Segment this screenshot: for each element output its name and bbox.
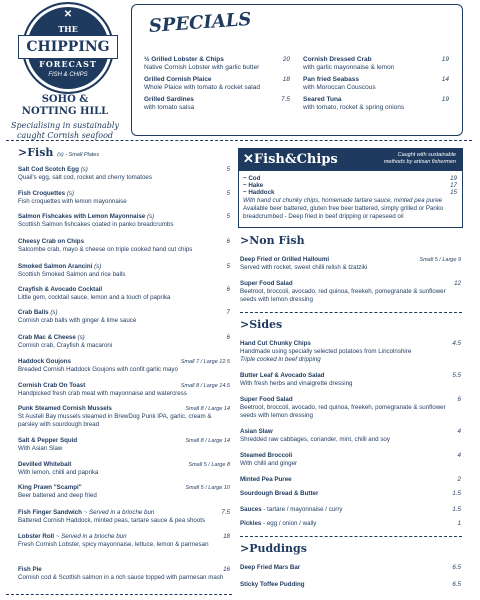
fish-item-name: Fish Pie — [18, 566, 42, 573]
fish-item — [18, 190, 230, 206]
fish-subtitle: (s) - Small Plates — [57, 152, 100, 158]
fish-item-name: Salmon Fishcakes with Lemon Mayonnaise — [18, 213, 146, 220]
fish-item — [18, 566, 230, 582]
special-item — [144, 56, 290, 72]
special-desc: with garlic mayonnaise & lemon — [303, 64, 395, 71]
fish-item — [18, 238, 230, 254]
special-desc: with tomato salsa — [144, 104, 195, 111]
fish-item-tag: ~ Served in a brioche bun — [55, 533, 127, 540]
side-item-name: Sauces — [240, 506, 262, 513]
fish-item-price: 7.5 — [221, 509, 230, 516]
fish-item-price: 5 — [226, 166, 230, 173]
side-item — [240, 428, 461, 444]
side-item — [240, 396, 461, 420]
fish-item-tag: (s) — [94, 263, 102, 270]
logo-banner: CHIPPING — [18, 35, 118, 59]
fish-item — [18, 334, 230, 350]
fish-item-desc: Salcombe crab, mayo & cheese on triple cooked hand cut chips — [18, 246, 193, 253]
special-desc: with Moroccan Couscous — [303, 84, 376, 91]
fish-item — [18, 382, 230, 398]
fish-item — [18, 405, 230, 429]
fish-item-tag: (s) — [146, 213, 155, 220]
fish-item-desc: Cornish cod & Scottish salmon in a rich sauce topped with parmesan mash — [18, 574, 224, 581]
side-item-price: 2 — [457, 476, 461, 483]
fish-item-name: Fish Croquettes — [18, 190, 66, 197]
fish-item-price: 5 — [226, 213, 230, 220]
fish-item-desc: Scottish Salmon fishcakes coated in panko breadcrumbs — [18, 221, 174, 228]
fish-chips-box — [238, 148, 463, 228]
fish-item-name: Smoked Salmon Arancini — [18, 263, 93, 270]
side-item-desc2: Triple cooked in beef dripping — [240, 356, 321, 363]
fish-item-price: Small 7 / Large 12.5 — [180, 359, 230, 365]
special-price: 14 — [441, 76, 449, 83]
side-item-desc: Shredded raw cabbages, coriander, mint, chilli and soy — [240, 436, 390, 443]
logo — [22, 2, 114, 94]
fish-title: Fish — [27, 146, 54, 159]
logo-the: THE — [58, 24, 78, 34]
special-item — [303, 56, 449, 72]
side-item — [240, 490, 461, 498]
fish-item-desc: St Austell Bay mussels steamed in BrewDog Punk IPA, garlic, cream & parsley with sourdough bread — [18, 413, 212, 428]
pudding-item: Deep Fried Mars Bar 6.5 — [240, 564, 461, 571]
fish-item-price: Small 5 / Large 8 — [188, 462, 230, 468]
fish-item-name: Haddock Goujons — [18, 358, 71, 365]
pudding-item: Sticky Toffee Pudding 6.5 — [240, 581, 461, 588]
fish-item-desc: Handpicked fresh crab meat with mayonnaise and watercress — [18, 390, 187, 397]
fish-item-name: Devilled Whitebait — [18, 461, 72, 468]
fish-item-name: Salt Cod Scotch Egg — [18, 166, 79, 173]
fish-item — [18, 213, 230, 229]
fish-item-price: 5 — [226, 263, 230, 270]
puddings-title: >Puddings — [240, 542, 307, 555]
special-name: ½ Grilled Lobster & Chips — [144, 56, 224, 63]
fish-item-desc: With Asian Slaw — [18, 445, 63, 452]
special-item — [144, 96, 290, 112]
fish-item-desc: Cornish crab balls with ginger & lime sauce — [18, 317, 137, 324]
specials-title: SPECIALS — [148, 8, 253, 37]
logo-fish-chips: FISH & CHIPS — [48, 72, 88, 78]
side-item-name: Super Food Salad — [240, 396, 293, 403]
fish-item-price: Small 8 / Large 14 — [185, 438, 230, 444]
fish-item-tag: (s) — [80, 166, 88, 173]
fish-item-price: Small 5 / Large 10 — [185, 485, 230, 491]
fish-item-price: 6 — [226, 286, 230, 293]
fish-item — [18, 166, 230, 182]
fish-item-price: 6 — [226, 238, 230, 245]
side-item-extra: - egg / onion / wally — [261, 520, 317, 527]
fish-item — [18, 309, 230, 325]
special-price: 18 — [282, 76, 290, 83]
fish-item-price: 18 — [223, 533, 230, 540]
special-desc: Whole Plaice with tomato & rocket salad — [144, 84, 260, 91]
fish-item-desc: Scottish Smoked Salmon and rice balls — [18, 271, 126, 278]
locations: SOHO & NOTTING HILL — [21, 94, 109, 117]
fish-item-desc: Fresh Cornish Lobster, spicy mayonnaise, lettuce, lemon & parmesan — [18, 541, 209, 548]
side-item-price: 6 — [457, 396, 461, 403]
fish-item-name: Salt & Pepper Squid — [18, 437, 78, 444]
special-price: 19 — [441, 56, 449, 63]
side-item-price: 1.5 — [452, 506, 461, 513]
fish-chips-title: ✕Fish&Chips — [243, 152, 338, 167]
fish-item — [18, 533, 230, 549]
special-name: Grilled Cornish Plaice — [144, 76, 212, 83]
fish-chips-caught: Caught with sustainable methods by artisan fishermen — [383, 152, 456, 165]
special-price: 7.5 — [280, 96, 290, 103]
fish-chips-row: ~ Hake 17 — [243, 182, 457, 189]
fish-item — [18, 437, 230, 453]
side-item — [240, 372, 461, 388]
side-item-price: 4 — [457, 428, 461, 435]
fork-knife-icon: ✕ — [63, 9, 73, 20]
wave-divider — [240, 312, 462, 315]
fish-item-tag: (s) — [66, 190, 75, 197]
fish-section-title: >Fish (s) - Small Plates — [18, 146, 100, 159]
sides-title: >Sides — [240, 318, 283, 331]
fish-item-price: 16 — [223, 566, 230, 573]
fish-item-desc: Cornish crab, Crayfish & macaroni — [18, 342, 113, 349]
fish-chips-row: ~ Haddock 15 — [243, 189, 457, 196]
special-item — [303, 76, 449, 92]
wave-divider — [6, 594, 232, 597]
side-item-name: Sourdough Bread & Butter — [240, 490, 319, 497]
wave-divider — [6, 140, 472, 143]
side-item-desc: With chilli and ginger — [240, 460, 298, 467]
special-price: 20 — [282, 56, 290, 63]
side-item-price: 1.5 — [452, 490, 461, 497]
fish-item-tag: (s) — [50, 309, 58, 316]
side-item-extra: - tartare / mayonnaise / curry — [261, 506, 343, 513]
fish-item-name: Punk Steamed Cornish Mussels — [18, 405, 112, 412]
side-item — [240, 506, 461, 514]
fish-item-name: Lobster Roll — [18, 533, 55, 540]
tagline: Specialising in sustainably caught Cornish seafood — [10, 121, 120, 140]
side-item-desc: Handmade using specially selected potatoes from Lincolnshire — [240, 348, 412, 355]
side-item-price: 5.5 — [452, 372, 461, 379]
non-fish-item: Super Food Salad Beetroot, broccoli, avocado, red quinoa, freekeh, pomegranate & sunflower seeds with lemon dressing 12 — [240, 280, 461, 303]
side-item-desc: Beetroot, broccoli, avocado, red quinoa, freekeh, pomegranate & sunflower seeds with lemon dressing — [240, 404, 446, 419]
fish-chips-row: ~ Cod 19 — [243, 175, 457, 182]
special-item — [144, 76, 290, 92]
fish-item-name: Fish Finger Sandwich — [18, 509, 82, 516]
fish-item-tag: (s) — [77, 334, 85, 341]
wave-divider — [240, 536, 462, 539]
fish-chips-note: With hand cut chunky chips, homemade tartare sauce, minted pea puree — [243, 197, 443, 204]
fish-item — [18, 263, 230, 279]
side-item-name: Butter Leaf & Avocado Salad — [240, 372, 325, 379]
fish-chips-note: Available beer battered, gluten free beer battered, simply grilled or Panko breadcrumbed - Deep fried in beef dripping or rapeseed oil — [243, 205, 444, 220]
fish-item-desc: With lemon, chilli and paprika — [18, 469, 99, 476]
fish-item-name: Crab Mac & Cheese — [18, 334, 76, 341]
fish-item-name: King Prawn "Scampi" — [18, 484, 82, 491]
side-item-name: Minted Pea Puree — [240, 476, 292, 483]
side-item-name: Steamed Broccoli — [240, 452, 293, 459]
fish-item-price: Small 8 / Large 14 — [185, 406, 230, 412]
side-item-name: Hand Cut Chunky Chips — [240, 340, 311, 347]
non-fish-title: >Non Fish — [240, 234, 305, 247]
side-item — [240, 452, 461, 468]
fish-item — [18, 484, 230, 500]
logo-forecast: FORECAST — [39, 59, 97, 69]
side-item — [240, 520, 461, 528]
special-desc: with tomato, rocket & spring onions — [303, 104, 405, 111]
side-item-price: 1 — [457, 520, 461, 527]
side-item — [240, 476, 461, 484]
fish-item — [18, 461, 230, 477]
fish-item — [18, 509, 230, 525]
special-name: Pan fried Seabass — [303, 76, 359, 83]
special-desc: Native Cornish Lobster with garlic butter — [144, 64, 260, 71]
fish-item — [18, 358, 230, 374]
side-item-price: 4 — [457, 452, 461, 459]
special-item — [303, 96, 449, 112]
side-item-price: 4.5 — [452, 340, 461, 347]
fish-item-desc: Quail's egg, salt cod, rocket and cherry tomatoes — [18, 174, 152, 181]
fish-item-price: Small 8 / Large 14.5 — [180, 383, 230, 389]
fish-item-name: Cornish Crab On Toast — [18, 382, 86, 389]
fish-item-desc: Battered Cornish Haddock, minted peas, tartare sauce & pea shoots — [18, 517, 206, 524]
special-name: Grilled Sardines — [144, 96, 194, 103]
fish-item-desc: Little gem, cocktail sauce, lemon and a touch of paprika — [18, 294, 171, 301]
fish-item — [18, 286, 230, 302]
fish-item-price: 7 — [226, 309, 230, 316]
special-name: Cornish Dressed Crab — [303, 56, 372, 63]
non-fish-item: Deep Fried or Grilled Halloumi Served with rocket, sweet chilli relish & tzatziki Small 5 / Large 9 — [240, 256, 461, 271]
special-price: 19 — [441, 96, 449, 103]
fish-item-price: 6 — [226, 334, 230, 341]
fish-item-tag: ~ Served in a brioche bun — [83, 509, 155, 516]
fish-item-desc: Fish croquettes with lemon mayonnaise — [18, 198, 127, 205]
side-item-name: Pickles — [240, 520, 262, 527]
fish-chips-header — [239, 149, 462, 171]
fish-item-name: Crayfish & Avocado Cocktail — [18, 286, 103, 293]
fish-item-desc: Beer battered and deep fried — [18, 492, 97, 499]
side-item — [240, 340, 461, 364]
fish-item-name: Cheesy Crab on Chips — [18, 238, 85, 245]
fish-item-desc: Breaded Cornish Haddock Goujons with confit garlic mayo — [18, 366, 178, 373]
side-item-name: Asian Slaw — [240, 428, 273, 435]
fish-item-name: Crab Balls — [18, 309, 49, 316]
side-item-desc: With fresh herbs and vinaigrette dressing — [240, 380, 353, 387]
special-name: Seared Tuna — [303, 96, 342, 103]
fish-item-price: 5 — [226, 190, 230, 197]
